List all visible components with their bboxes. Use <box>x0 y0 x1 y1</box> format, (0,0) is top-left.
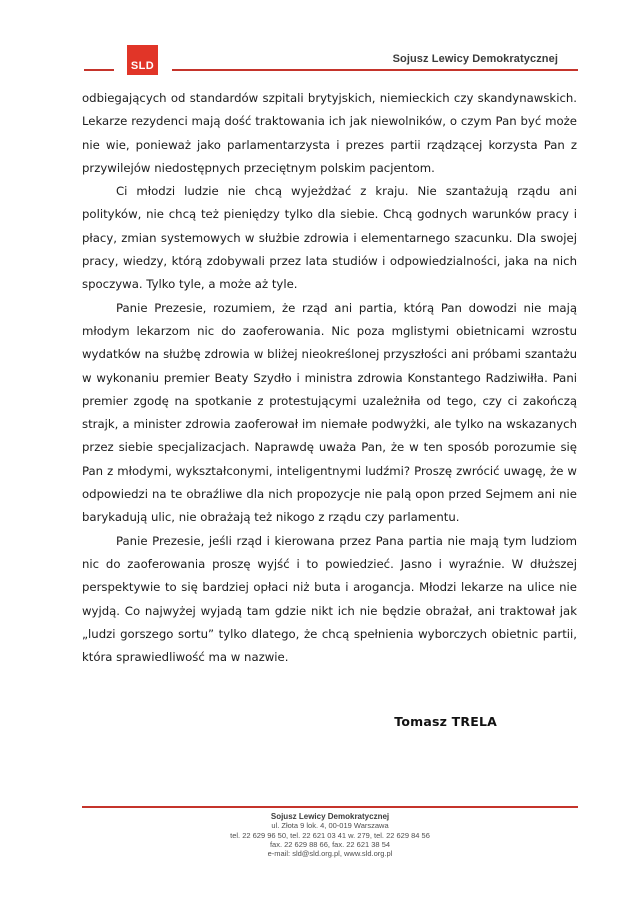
footer-org-name: Sojusz Lewicy Demokratycznej <box>270 812 390 821</box>
signature: Tomasz TRELA <box>394 714 497 729</box>
letter-paragraph-1: odbiegających od standardów szpitali brytyjskich, niemieckich czy skandynawskich. Lekarze rezydenci mają dość traktowania ich jak niewolników, o czym Pan być może nie wie, ponieważ jako parlamentarzysta i prezes partii rządzącej korzysta Pan z przywilejów niedostępnych przeciętnym polskim pacjentom. <box>82 91 577 175</box>
header-rule <box>172 69 578 71</box>
footer <box>82 812 578 858</box>
letter-paragraph-4: Panie Prezesie, jeśli rząd i kierowana przez Pana partia nie mają tym ludziom nic do zaoferowania proszę wyjść i to powiedzieć. Jasno i wyraźnie. W dłuższej perspektywie to się bardziej opłaci niż buta i arogancja. Młodzi lekarze na ulice nie wyjdą. Co najwyżej wyjadą tam gdzie nikt ich nie będzie obrażał, ani traktował jak „ludzi gorszego sortu” tylko dlatego, że chcą spełnienia wyborczych obietnic partii, która sprawiedliwość ma w nazwie. <box>82 533 577 665</box>
sld-logo <box>127 45 158 75</box>
footer-rule <box>82 806 578 808</box>
footer-faxes: fax. 22 629 88 66, fax. 22 621 38 54 <box>269 839 391 849</box>
letter-paragraph-3: Panie Prezesie, rozumiem, że rząd ani partia, którą Pan dowodzi nie mają młodym lekarzom nic do zaoferowania. Nic poza mglistymi obietnicami wzrostu wydatków na służbę zdrowia w bliżej nieokreślonej przyszłości ani próbami szantażu w wykonaniu premier Beaty Szydło i ministra zdrowia Konstantego Radziwiłła. Pani premier zgodę na spotkanie z protestującymi uzależniła od tego, czy ci zakończą strajk, a minister zdrowia zaoferował im niemałe podwyżki, ale tylko na wskazanych przez siebie specjalizacjach. Naprawdę uważa Pan, że w ten sposób porozumie się Pan z młodymi, wykształconymi, inteligentnymi ludźmi? Proszę zwrócić uwagę, że w odpowiedzi na te obraźliwe dla nich propozycje nie palą opon przed Sejmem ani nie barykadują ulic, nie obrażają też nikogo z rządu czy parlamentu. <box>82 300 577 525</box>
header-org-name: Sojusz Lewicy Demokratycznej <box>392 53 558 65</box>
footer-address: ul. Złota 9 lok. 4, 00-019 Warszawa <box>271 821 389 831</box>
header-dash-rule <box>84 69 114 71</box>
footer-email-web: e-mail: sld@sld.org.pl, www.sld.org.pl <box>267 849 393 859</box>
footer-phones: tel. 22 629 96 50, tel. 22 621 03 41 w. 279, tel. 22 629 84 56 <box>230 830 430 840</box>
sld-logo-text: SLD <box>130 60 155 72</box>
letter-paragraph-2: Ci młodzi ludzie nie chcą wyjeżdżać z kraju. Nie szantażują rządu ani polityków, nie chcą też pieniędzy tylko dla siebie. Chcą godnych warunków pracy i płacy, zmian systemowych w służbie zdrowia i elementarnego szacunku. Dla swojej pracy, wiedzy, którą zdobywali przez lata studiów i odpowiedzialności, jaka na nich spoczywa. Tylko tyle, a może aż tyle. <box>82 184 577 292</box>
letter-body <box>82 87 577 669</box>
